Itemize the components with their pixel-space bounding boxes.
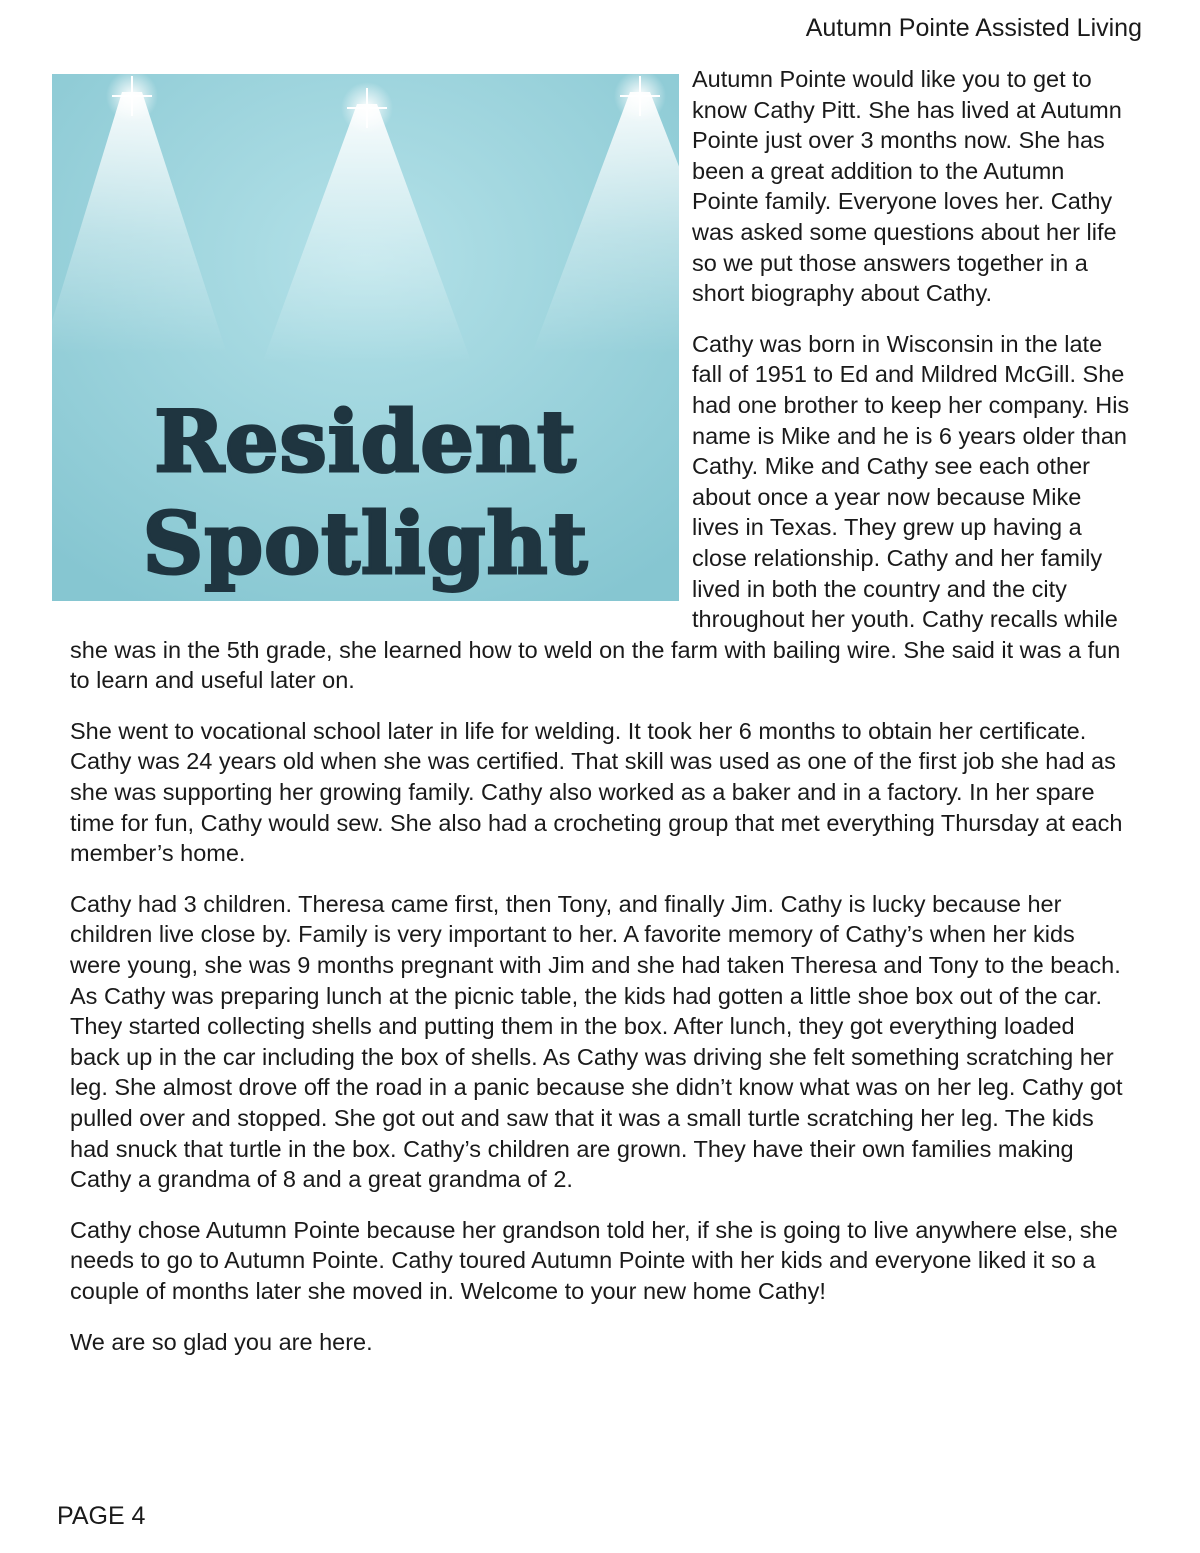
- article-body: [70, 64, 1130, 1377]
- article-paragraph: Cathy was born in Wisconsin in the late fall of 1951 to Ed and Mildred McGill. She had one brother to keep her company. His name is Mike and he is 6 years older than Cathy. Mike and Cathy see each other about once a year now because Mike lives in Texas. They grew up having a close relationship. Cathy and her family lived in both the country and the city throughout her youth. Cathy recalls while she was in the 5th grade, she learned how to weld on the farm with bailing wire. She said it was a fun to learn and useful later on.: [70, 330, 1130, 694]
- article-paragraph: Autumn Pointe would like you to get to know Cathy Pitt. She has lived at Autumn Pointe just over 3 months now. She has been a great addition to the Autumn Pointe family. Everyone loves her. Cathy was asked some questions about her life so we put those answers together in a short biography about Cathy.: [692, 66, 1122, 307]
- header-title: Autumn Pointe Assisted Living: [805, 14, 1142, 42]
- article-paragraph: She went to vocational school later in life for welding. It took her 6 months to obtain her certificate. Cathy was 24 years old when she was certified. That skill was used as one of the first job she had as she was supporting her growing family. Cathy also worked as a baker and in a factory. In her spare time for fun, Cathy would sew. She also had a crocheting group that met everything Thursday at each member’s home.: [70, 717, 1123, 867]
- graphic-title-line1: Resident: [154, 392, 577, 491]
- graphic-wrap-spacer: [70, 64, 692, 622]
- graphic-title-line2: Spotlight: [142, 494, 589, 593]
- article-paragraph: Cathy had 3 children. Theresa came first, then Tony, and finally Jim. Cathy is lucky because her children live close by. Family is very important to her. A favorite memory of Cathy’s when her kids were young, she was 9 months pregnant with Jim and she had taken Theresa and Tony to the beach. As Cathy was preparing lunch at the picnic table, the kids had gotten a little shoe box out of the car. They started collecting shells and putting them in the box. After lunch, they got everything loaded back up in the car including the box of shells. As Cathy was driving she felt something scratching her leg. She almost drove off the road in a panic because she didn’t know what was on her leg. Cathy got pulled over and stopped. She got out and saw that it was a small turtle scratching her leg. The kids had snuck that turtle in the box. Cathy’s children are grown. They have their own families making Cathy a grandma of 8 and a great grandma of 2.: [70, 890, 1123, 1193]
- article-paragraph: Cathy chose Autumn Pointe because her grandson told her, if she is going to live anywhere else, she needs to go to Autumn Pointe. Cathy toured Autumn Pointe with her kids and everyone liked it so a couple of months later she moved in. Welcome to your new home Cathy!: [70, 1216, 1118, 1304]
- page-number: PAGE 4: [57, 1502, 146, 1530]
- article-paragraph: We are so glad you are here.: [70, 1328, 373, 1355]
